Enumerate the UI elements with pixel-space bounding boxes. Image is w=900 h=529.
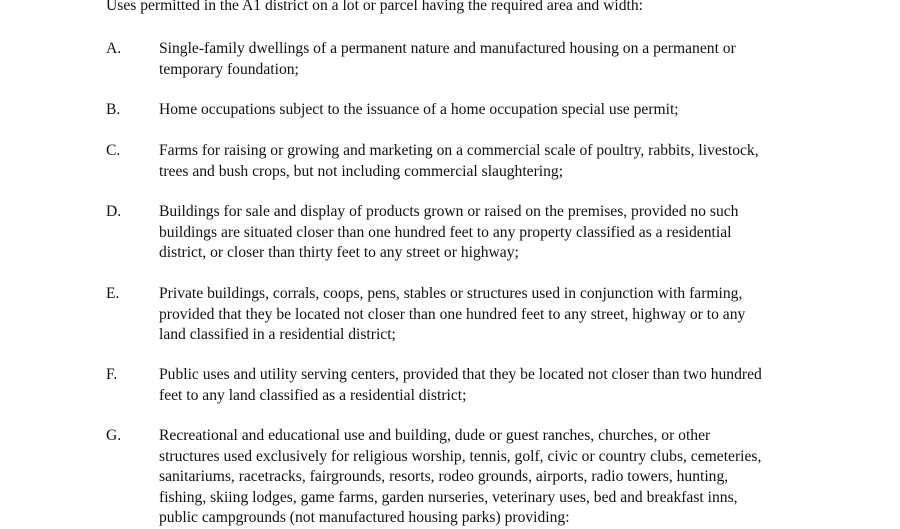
intro-paragraph: Uses permitted in the A1 district on a lot or parcel having the required area and width: (106, 0, 643, 14)
item-text: Public uses and utility serving centers, provided that they be located not closer than two hundred feet to any land classified as a residential district; (159, 366, 762, 404)
item-letter: E. (106, 285, 120, 302)
item-text: Buildings for sale and display of products grown or raised on the premises, provided no such buildings are situated closer than one hundred feet to any property classified as a residential district, or closer than thirty feet to any street or highway; (159, 203, 739, 261)
item-text: Farms for raising or growing and marketing on a commercial scale of poultry, rabbits, livestock, trees and bush crops, but not including commercial slaughtering; (159, 142, 759, 180)
item-letter: G. (106, 427, 122, 444)
item-text: Recreational and educational use and building, dude or guest ranches, churches, or other structures used exclusively for religious worship, tennis, golf, civic or country clubs, cemeteries, sanitariums, racetracks, fairgrounds, resorts, rodeo grounds, airports, radio towers, hunting, fishing, skiing lodges, game farms, garden nurseries, veterinary uses, bed and breakfast inns, public campgrounds (not manufactured housing parks) providing: (159, 427, 762, 526)
item-letter: B. (106, 101, 121, 118)
item-text: Home occupations subject to the issuance of a home occupation special use permit; (159, 101, 679, 118)
item-letter: C. (106, 142, 121, 159)
item-letter: F. (106, 366, 118, 383)
item-letter: A. (106, 40, 122, 57)
item-text: Single-family dwellings of a permanent nature and manufactured housing on a permanent or temporary foundation; (159, 40, 736, 78)
item-letter: D. (106, 203, 122, 220)
item-text: Private buildings, corrals, coops, pens, stables or structures used in conjunction with farming, provided that they be located not closer than one hundred feet to any street, highway or to any land classified in a residential district; (159, 285, 746, 343)
